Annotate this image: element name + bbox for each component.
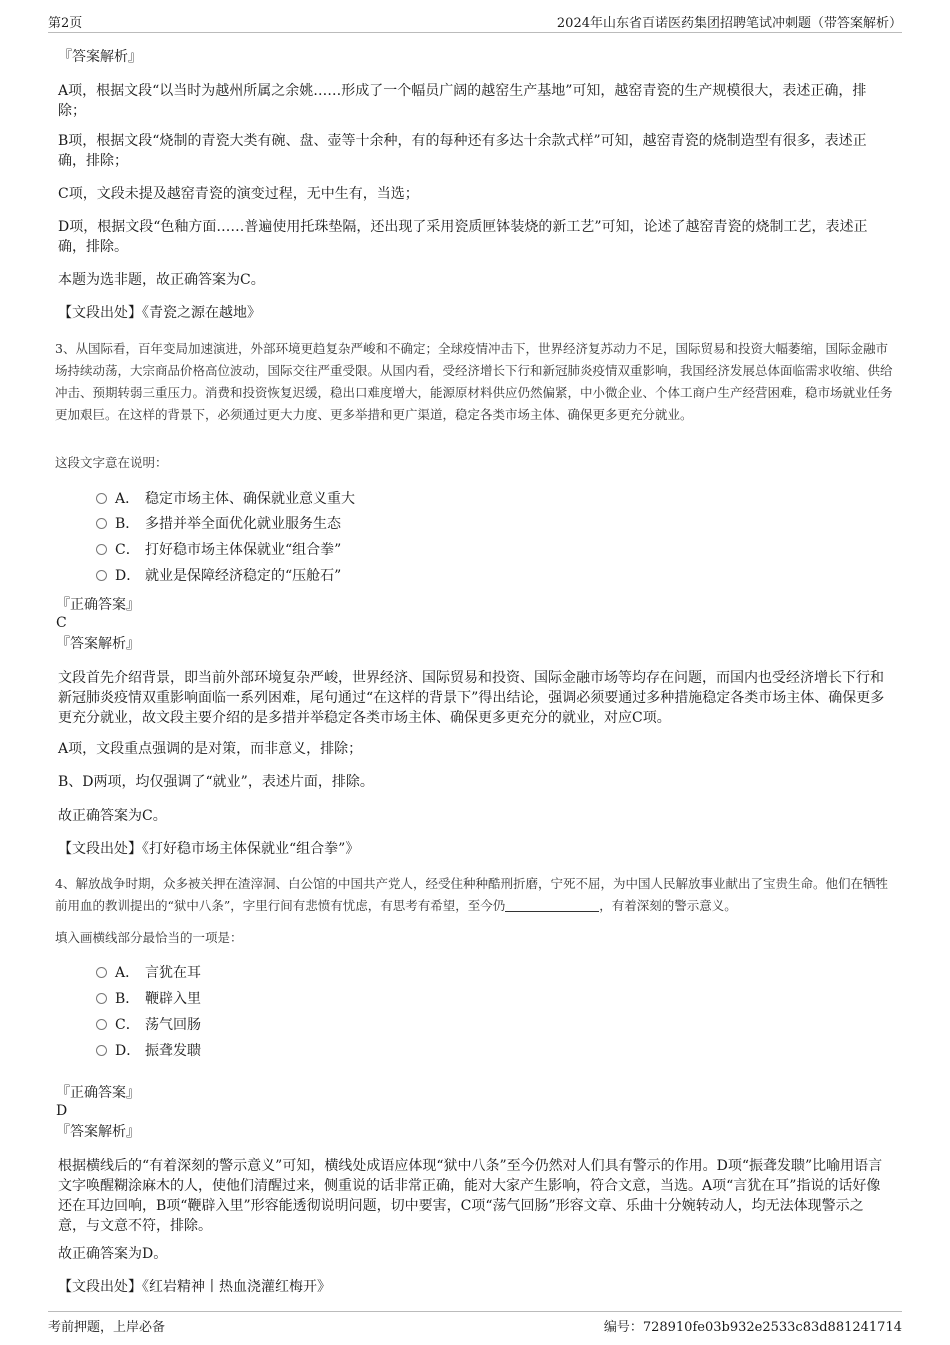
radio-icon[interactable] <box>96 544 107 555</box>
radio-icon[interactable] <box>96 518 107 529</box>
q2-source: 【文段出处】《青瓷之源在越地》 <box>58 305 261 321</box>
page-number: 第2页 <box>48 16 83 31</box>
document-code: 编号：728910fe03b932e2533c83d881241714 <box>603 1320 902 1335</box>
radio-icon[interactable] <box>96 1045 107 1056</box>
q3-option-c[interactable]: C． 打好稳市场主体保就业“组合拳” <box>96 540 341 560</box>
q3-stem: 3、从国际看，百年变局加速演进，外部环境更趋复杂严峻和不确定；全球疫情冲击下，世界经济复苏动力不足，国际贸易和投资大幅萎缩，国际金融市场持续动荡，大宗商品价格高位波动，国际交往严重受限。从国内看，受经济增长下行和新冠肺炎疫情双重影响，我国经济发展总体面临需求收缩、供给冲击、预期转弱三重压力。消费和投资恢复迟缓，稳出口难度增大，能源原材料供应仍然偏紧，中小微企业、个体工商户生产经营困难，稳市场就业任务更加艰巨。在这样的背景下，必须通过更大力度、更多举措和更广渠道，稳定各类市场主体、确保更多更充分就业。 <box>55 341 893 422</box>
q3-option-d[interactable]: D． 就业是保障经济稳定的“压舱石” <box>96 566 341 586</box>
q4-correct-label: 『正确答案』 <box>56 1085 140 1101</box>
q4-analysis-main: 根据横线后的“有着深刻的警示意义”可知，横线处成语应体现“狱中八条”至今仍然对人们具有警示的作用。D项“振聋发聩”比喻用语言文字唤醒糊涂麻木的人，使他们清醒过来，侧重说的话非常正确，能对大家产生影响，符合文意，当选。A项“言犹在耳”指说的话好像还在耳边回响，B项“鞭辟入里”形容能透彻说明问题，切中要害，C项“荡气回肠”形容文章、乐曲十分婉转动人，均无法体现警示之意，与文意不符，排除。 <box>58 1158 883 1234</box>
radio-icon[interactable] <box>96 967 107 978</box>
q4-conclusion: 故正确答案为D。 <box>58 1246 168 1262</box>
q2-analysis-a: A项，根据文段“以当时为越州所属之余姚……形成了一个幅员广阔的越窑生产基地”可知，越窑青瓷的生产规模很大，表述正确，排除； <box>58 83 867 119</box>
q2-analysis-d: D项，根据文段“色釉方面……普遍使用托珠垫隔，还出现了采用瓷质匣钵装烧的新工艺”可知，论述了越窑青瓷的烧制工艺，表述正确，排除。 <box>58 219 868 255</box>
footer-slogan: 考前押题，上岸必备 <box>48 1320 166 1335</box>
q3-correct-label: 『正确答案』 <box>56 597 140 613</box>
document-title: 2024年山东省百诺医药集团招聘笔试冲刺题（带答案解析） <box>556 16 902 31</box>
q2-analysis-label: 『答案解析』 <box>58 49 142 65</box>
q3-analysis-bd: B、D两项，均仅强调了“就业”，表述片面，排除。 <box>58 774 374 790</box>
q2-conclusion: 本题为选非题，故正确答案为C。 <box>58 272 265 288</box>
q4-option-d[interactable]: D． 振聋发聩 <box>96 1041 201 1061</box>
q3-analysis-label: 『答案解析』 <box>56 636 140 652</box>
q3-option-b[interactable]: B． 多措并举全面优化就业服务生态 <box>96 514 341 534</box>
q4-ask: 填入画横线部分最恰当的一项是： <box>55 930 243 945</box>
q3-source: 【文段出处】《打好稳市场主体保就业“组合拳”》 <box>58 841 360 857</box>
q3-correct-answer: C <box>56 615 67 631</box>
q4-stem: 4、解放战争时期，众多被关押在渣滓洞、白公馆的中国共产党人，经受住种种酷刑折磨，宁死不屈，为中国人民解放事业献出了宝贵生命。他们在牺牲前用血的教训提出的“狱中八条”，字里行间有悲愤有忧虑，有思考有希望，至今仍 ，有着深刻的警示意义。 <box>55 876 888 913</box>
radio-icon[interactable] <box>96 570 107 581</box>
q4-correct-answer: D <box>56 1103 68 1119</box>
q4-option-c[interactable]: C． 荡气回肠 <box>96 1015 201 1035</box>
q4-option-b[interactable]: B． 鞭辟入里 <box>96 989 201 1009</box>
q4-analysis-label: 『答案解析』 <box>56 1124 140 1140</box>
q3-analysis-a: A项，文段重点强调的是对策，而非意义，排除； <box>58 741 363 757</box>
page-footer <box>48 1311 902 1334</box>
q2-analysis-c: C项，文段未提及越窑青瓷的演变过程，无中生有，当选； <box>58 186 419 202</box>
q4-source: 【文段出处】《红岩精神丨热血浇灌红梅开》 <box>58 1279 331 1295</box>
radio-icon[interactable] <box>96 493 107 504</box>
q3-option-a[interactable]: A． 稳定市场主体、确保就业意义重大 <box>96 489 355 509</box>
q3-analysis-main: 文段首先介绍背景，即当前外部环境复杂严峻，世界经济、国际贸易和投资、国际金融市场等均存在问题，而国内也受经济增长下行和新冠肺炎疫情双重影响面临一系列困难，尾句通过“在这样的背景下”得出结论，强调必须要通过多种措施稳定各类市场主体、确保更多更充分就业，故文段主要介绍的是多措并举稳定各类市场主体、确保更多更充分的就业，对应C项。 <box>58 670 885 726</box>
q3-conclusion: 故正确答案为C。 <box>58 808 167 824</box>
q3-ask: 这段文字意在说明： <box>55 455 168 470</box>
q2-analysis-b: B项，根据文段“烧制的青瓷大类有碗、盘、壶等十余种，有的每种还有多达十余款式样”可知，越窑青瓷的烧制造型有很多，表述正确，排除； <box>58 133 867 169</box>
fill-blank <box>505 899 599 912</box>
radio-icon[interactable] <box>96 993 107 1004</box>
q4-option-a[interactable]: A． 言犹在耳 <box>96 963 201 983</box>
page-header <box>48 10 902 33</box>
radio-icon[interactable] <box>96 1019 107 1030</box>
